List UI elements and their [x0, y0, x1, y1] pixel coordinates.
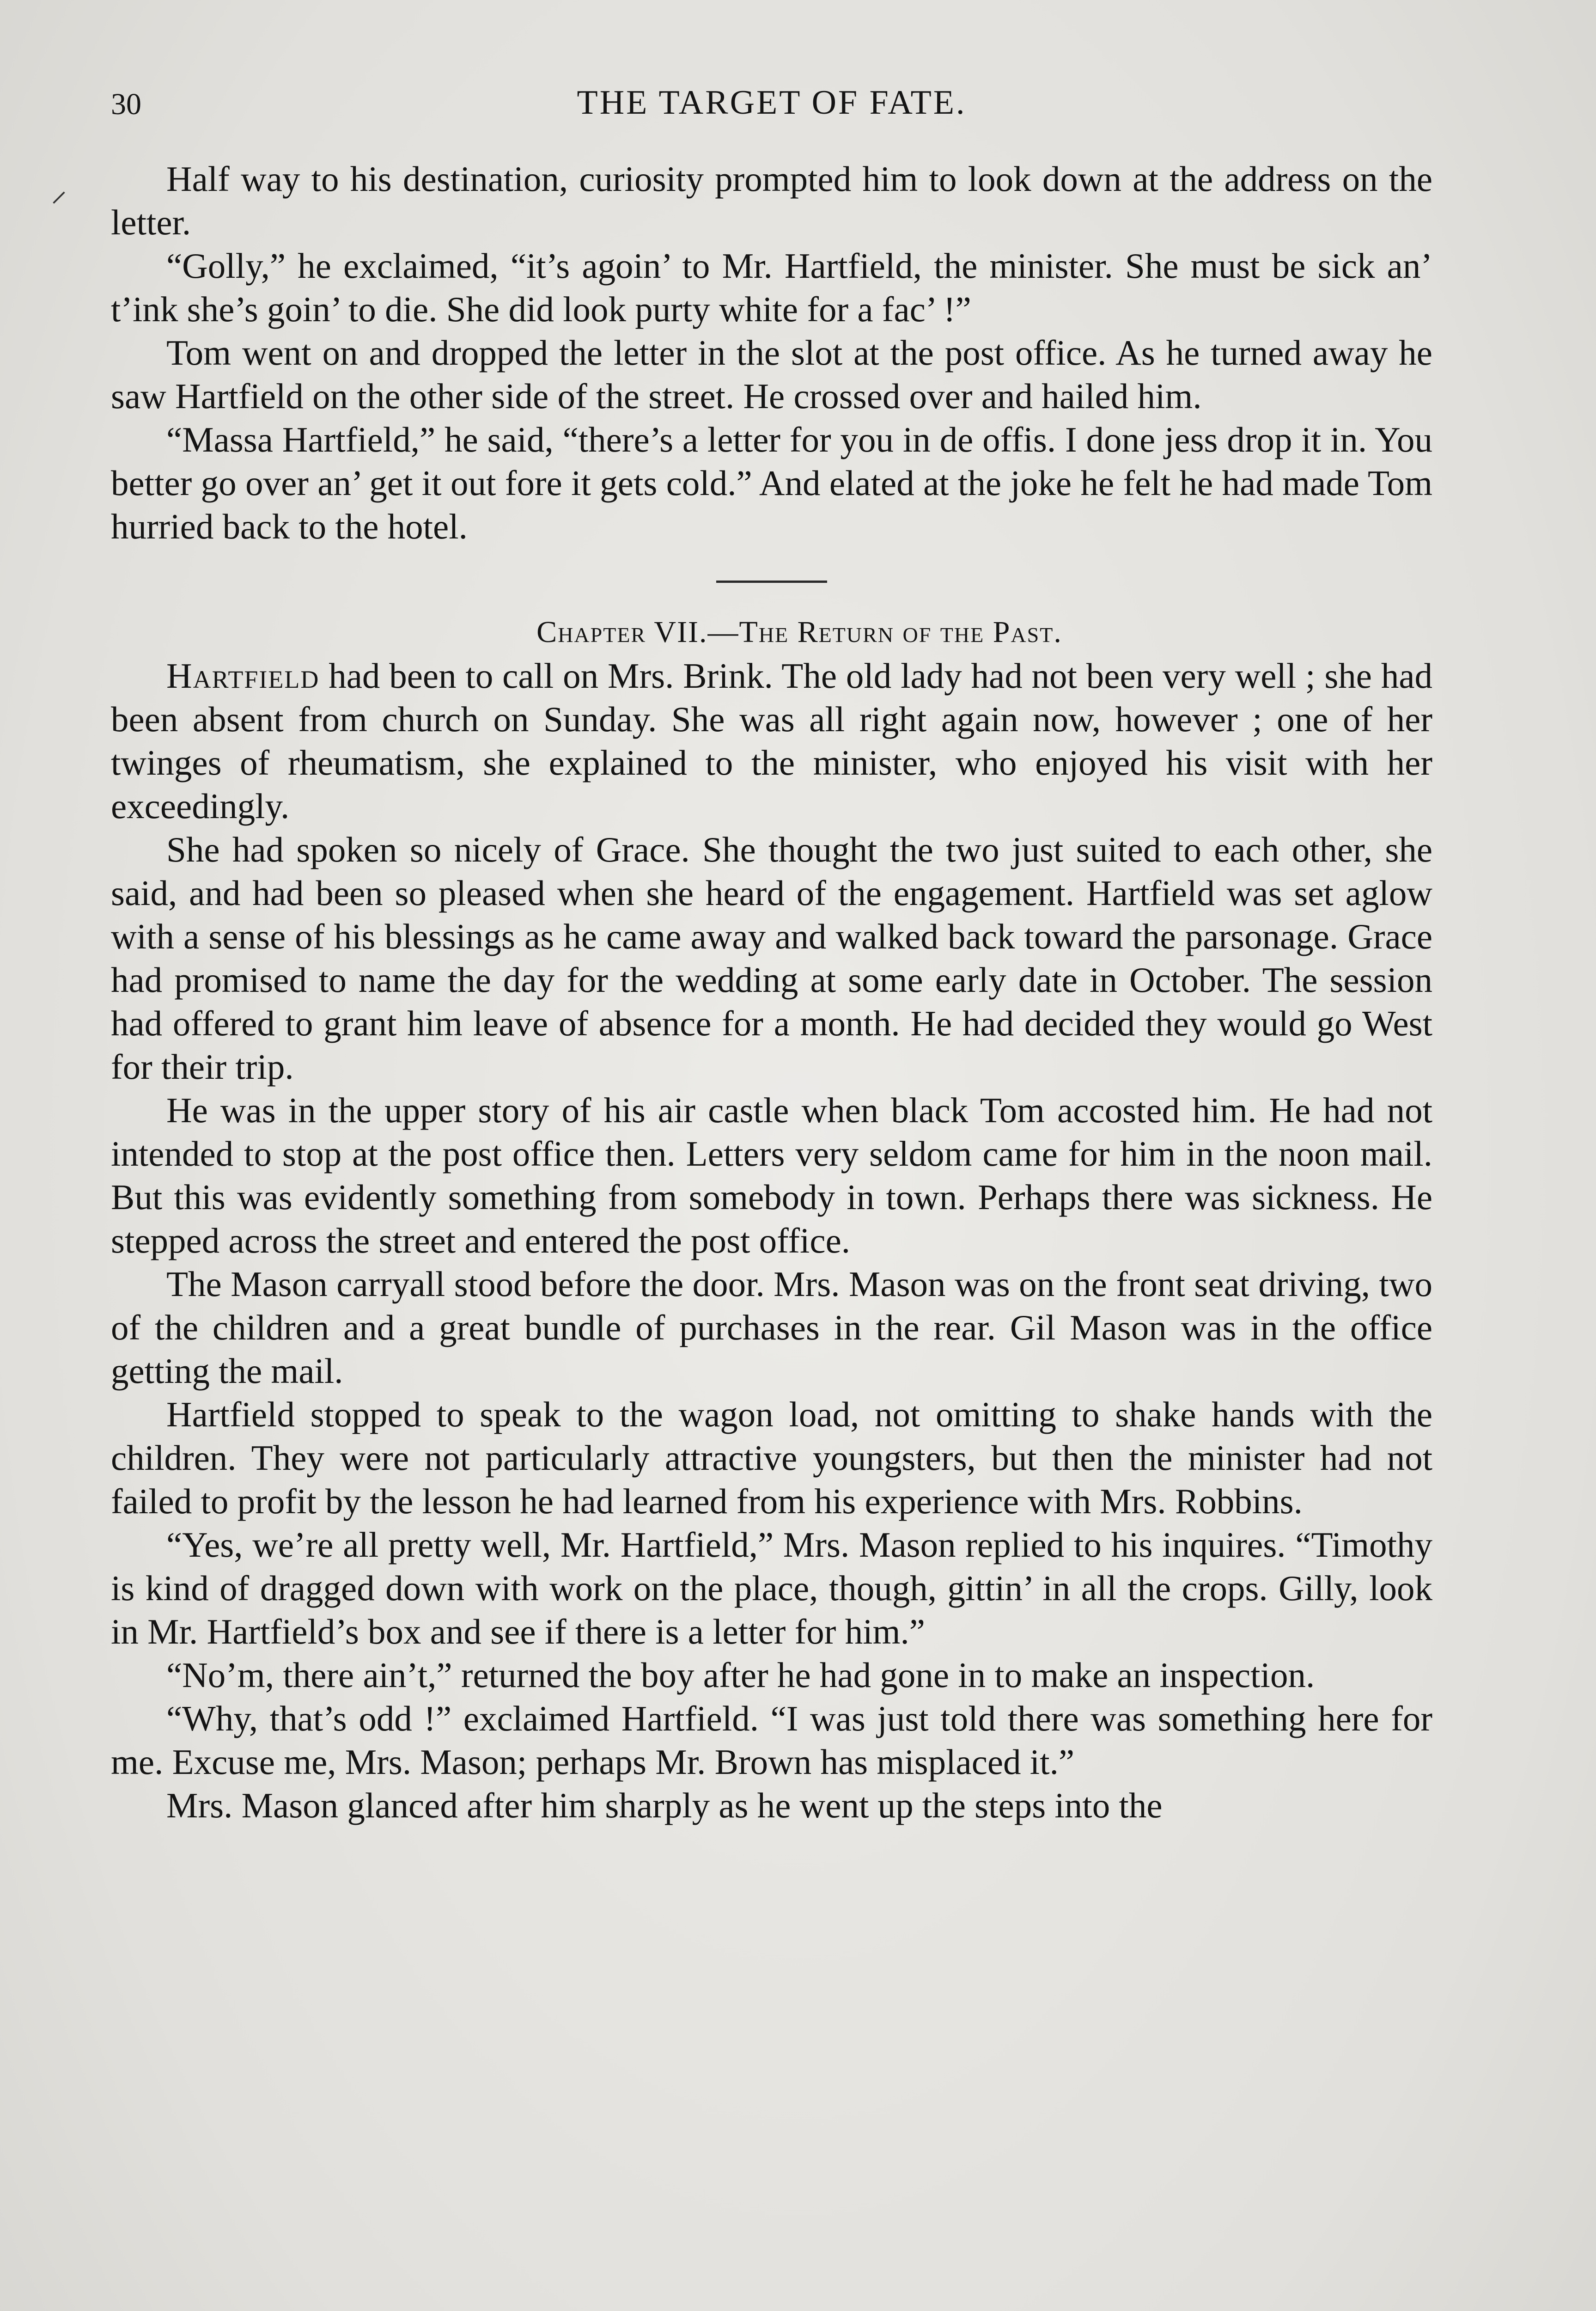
paragraph: Half way to his destination, curiosity prompted him to look down at the address on the letter.	[111, 159, 1432, 242]
paragraph: “Yes, we’re all pretty well, Mr. Hartfield,” Mrs. Mason replied to his inquires. “Timothy is kind of dragged down with work on the place, though, gittin’ in all the crops. Gilly, look in Mr. Hartfield’s box and see if there is a letter for him.”	[111, 1525, 1432, 1651]
paragraph: Tom went on and dropped the letter in the slot at the post office. As he turned away he saw Hartfield on the other side of the street. He crossed over and hailed him.	[111, 333, 1432, 416]
paragraph: She had spoken so nicely of Grace. She thought the two just suited to each other, she said, and had been so pleased when she heard of the engagement. Hartfield was set aglow with a sense of his blessings as he came away and walked back toward the parsonage. Grace had promised to name the day for the wedding at some early date in October. The session had offered to grant him leave of absence for a month. He had decided they would go West for their trip.	[111, 830, 1432, 1087]
chapter-heading-text: Chapter VII.—The Return of the Past.	[536, 615, 1062, 649]
paragraph: Hartfield stopped to speak to the wagon load, not omitting to shake hands with the children. They were not particularly attractive youngsters, but then the minister had not failed to profit by the lesson he had learned from his experience with Mrs. Robbins.	[111, 1394, 1432, 1521]
page-header	[111, 83, 1432, 139]
margin-mark: ⸝	[51, 171, 67, 209]
page-number: 30	[111, 87, 141, 121]
running-title: THE TARGET OF FATE.	[577, 84, 967, 122]
chapter-heading	[111, 611, 1432, 654]
paragraph: “Massa Hartfield,” he said, “there’s a letter for you in de offis. I done jess drop it in. You better go over an’ get it out fore it gets cold.” And elated at the joke he felt he had made Tom hurried back to the hotel.	[111, 420, 1432, 546]
chapter-opening-paragraph	[111, 654, 1432, 828]
paragraph: “Golly,” he exclaimed, “it’s agoin’ to Mr. Hartfield, the minister. She must be sick an’ t’ink she’s goin’ to die. She did look purty white for a fac’ !”	[111, 246, 1432, 329]
paragraph: “No’m, there ain’t,” returned the boy after he had gone in to make an inspection.	[166, 1655, 1315, 1695]
paragraph: The Mason carryall stood before the door. Mrs. Mason was on the front seat driving, two of the children and a great bundle of purchases in the rear. Gil Mason was in the office getting the mail.	[111, 1264, 1432, 1391]
body-text	[111, 157, 1432, 1827]
lead-rest: had been to call on Mrs. Brink. The old lady had not been very well ; she had been absent from church on Sunday. She was all right again now, however ; one of her twinges of rheumatism, she explained to the minister, who enjoyed his visit with her exceedingly.	[111, 656, 1432, 826]
paragraph: He was in the upper story of his air castle when black Tom accosted him. He had not intended to stop at the post office then. Letters very seldom came for him in the noon mail. But this was evidently something from somebody in town. Perhaps there was sickness. He stepped across the street and entered the post office.	[111, 1090, 1432, 1260]
paragraph: “Why, that’s odd !” exclaimed Hartfield. “I was just told there was something here for me. Excuse me, Mrs. Mason; perhaps Mr. Brown has misplaced it.”	[111, 1699, 1432, 1782]
section-divider	[716, 581, 827, 583]
lead-word: Hartfield	[166, 656, 320, 696]
paragraph: Mrs. Mason glanced after him sharply as he went up the steps into the	[166, 1785, 1163, 1825]
